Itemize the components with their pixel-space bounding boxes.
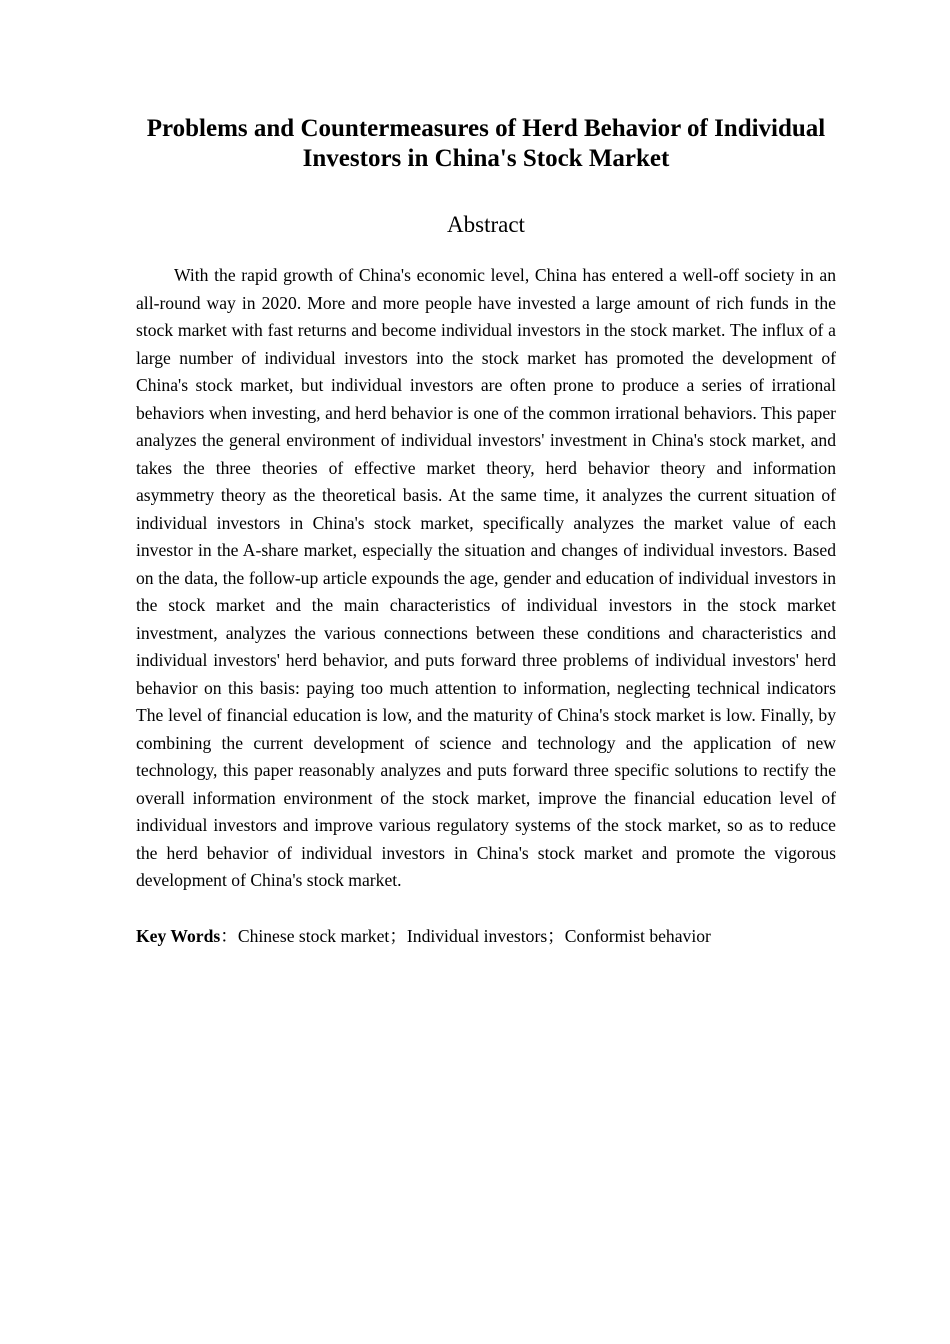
keyword-delimiter: ； [547,925,565,946]
keyword-item: Individual investors [406,925,548,946]
abstract-heading: Abstract [447,212,525,237]
keywords-separator: ： [220,925,238,946]
abstract-body: With the rapid growth of China's economic level, China has entered a well-off society in an all-round way in 2020. More and more people have invested a large amount of rich funds in the stock market with fast returns and become individual investors in the stock market. The influx of a large number of individual investors into the stock market has promoted the development of China's stock market, but individual investors are often prone to produce a series of irrational behaviors when investing, and herd behavior is one of the common irrational behaviors. This paper analyzes the general environment of individual investors' investment in China's stock market, and takes the three theories of effective market theory, herd behavior theory and information asymmetry theory as the theoretical basis. At the same time, it analyzes the current situation of individual investors in China's stock market, specifically analyzes the market value of each investor in the A-share market, especially the situation and changes of individual investors. Based on the data, the follow-up article expounds the age, gender and education of individual investors in the stock market and the main characteristics of individual investors in the stock market investment, analyzes the various connections between these conditions and characteristics and individual investors' herd behavior, and puts forward three problems of individual investors' herd behavior on this basis: paying too much attention to information, neglecting technical indicators The level of financial education is low, and the maturity of China's stock market is low. Finally, by combining the current development of science and technology and the application of new technology, this paper reasonably analyzes and puts forward three specific solutions to rectify the overall information environment of the stock market, improve the financial education level of individual investors and improve various regulatory systems of the stock market, so as to reduce the herd behavior of individual investors in China's stock market and promote the vigorous development of China's stock market. [136,265,836,890]
paper-page [136,114,836,950]
keywords-label: Key Words [136,925,221,946]
paper-title-line-1: Problems and Countermeasures of Herd Behavior of Individual [146,115,826,142]
keyword-item: Conformist behavior [564,925,711,946]
keyword-item: Chinese stock market [237,925,390,946]
keyword-delimiter: ； [389,925,407,946]
paper-title [136,114,836,174]
paper-title-line-2: Investors in China's Stock Market [302,145,670,172]
keywords-line [136,923,836,951]
